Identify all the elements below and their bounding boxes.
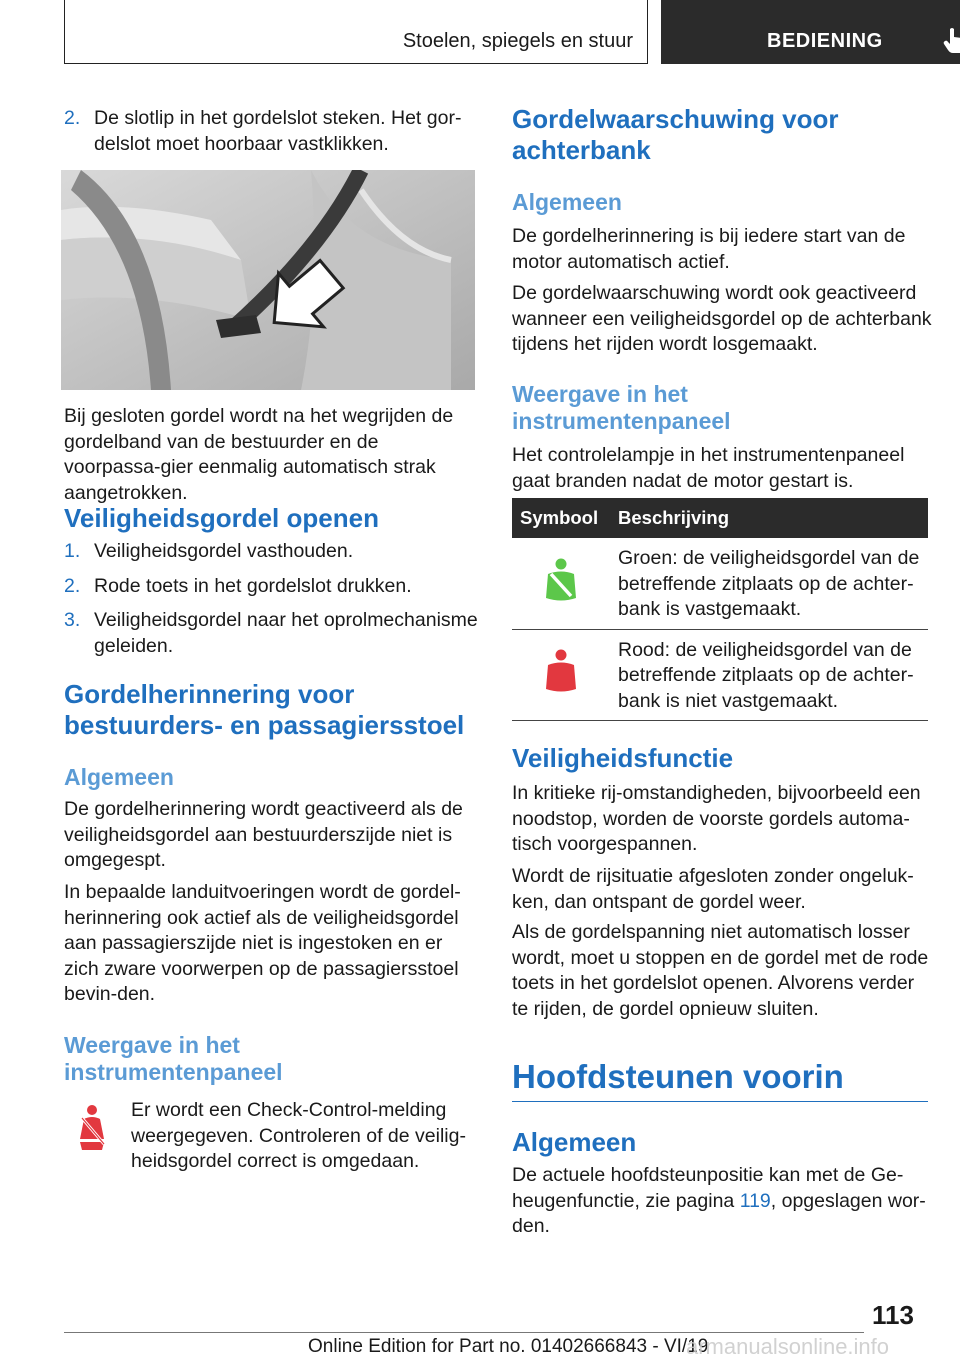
paragraph-text: , opgeslagen wor-den. [512,1189,926,1237]
list-number: 3. [64,609,81,631]
table-row [512,629,928,721]
header-section-tab [64,0,648,64]
section-title: Stoelen, spiegels en stuur [402,30,633,52]
symbol-cell [512,629,610,721]
page-reference-link[interactable]: 119 [739,1189,771,1212]
symbol-cell [512,538,610,629]
edition-note: Online Edition for Part no. 01402666843 - VI/19 [308,1336,709,1357]
chapter-heading: Hoofdsteunen voorin [512,1058,844,1095]
list-number: 2. [64,574,81,597]
paragraph-text: De actuele hoofdsteunpositie kan met de Ge-heugenfunctie, zie pagina [512,1164,904,1212]
list-item [64,608,479,659]
page-number: 113 [872,1300,914,1330]
list-text: Rode toets in het gordelslot drukken. [94,574,412,597]
seatbelt-warning-icon [74,1104,110,1157]
description-cell: Groen: de veiligheidsgordel van de betreffende zitplaats op de achter-bank is vastgemaakt. [610,538,928,629]
subsection-heading: Algemeen [64,764,174,790]
chapter-title: BEDIENING [767,30,883,52]
subsection-heading: Algemeen [512,189,622,215]
red-seat-icon [544,649,578,693]
paragraph: Wordt de rijsituatie afgesloten zonder ongeluk-ken, dan ontspant de gordel weer. [512,865,914,913]
hand-pointer-icon [943,27,960,53]
paragraph: Het controlelampje in het instrumentenpaneel gaat branden nadat de motor gestart is. [512,444,905,492]
header-chapter-tab [661,0,960,64]
paragraph: De gordelwaarschuwing wordt ook geactiveerd wanneer een veiligheidsgordel op de achterbank tijdens het rijden wordt losgemaakt. [512,282,932,355]
paragraph: De gordelherinnering is bij iedere start van de motor automatisch actief. [512,225,906,273]
list-item [64,106,474,157]
section-heading: Gordelherinnering voor bestuurders- en passagiersstoel [64,679,465,740]
green-seatbelt-icon [544,558,578,602]
column-header-symbol: Symbool [512,498,610,538]
section-heading: Veiligheidsfunctie [512,743,734,773]
heading-rule [512,1101,928,1102]
list-text: De slotlip in het gordelslot steken. Het gor-delslot moet hoorbaar vastklikken. [94,107,462,155]
table-header-row [512,498,928,538]
section-heading: Veiligheidsgordel openen [64,503,379,533]
list-text: Veiligheidsgordel vasthouden. [94,540,354,562]
paragraph: Als de gordelspanning niet automatisch losser wordt, moet u stoppen en de gordel met de rode toets in het gordelslot openen. Alvorens verder te rijden, de gordel opnieuw sluiten. [512,921,929,1020]
list-text: Veiligheidsgordel naar het oprolmechanisme geleiden. [94,609,478,657]
paragraph: Bij gesloten gordel wordt na het wegrijden de gordelband van de bestuurder en de voorpassa-gier eenmalig automatisch strak aangetrokken. [64,405,454,504]
list-number: 1. [64,540,81,562]
symbol-table [512,498,928,721]
subsection-heading: Algemeen [512,1127,637,1157]
watermark: armanualsonline.info [686,1334,890,1359]
paragraph: De gordelherinnering wordt geactiveerd als de veiligheidsgordel aan bestuurderszijde niet is omgegespt. [64,798,463,871]
seat-belt-buckle-photo [61,170,475,390]
list-item [64,574,479,600]
description-cell: Rood: de veiligheidsgordel van de betreffende zitplaats op de achter-bank is niet vastgemaakt. [610,629,928,721]
paragraph: Er wordt een Check-Control-melding weergegeven. Controleren of de veilig-heidsgordel correct is omgedaan. [131,1099,466,1172]
footer-rule [64,1332,864,1333]
table-row [512,538,928,629]
subsection-heading: Weergave in het instrumentenpaneel [512,381,731,434]
column-header-description: Beschrijving [610,498,928,538]
steps-list [64,539,479,659]
subsection-heading: Weergave in het instrumentenpaneel [64,1032,283,1085]
paragraph [512,1163,932,1240]
list-item [64,539,479,565]
paragraph: In bepaalde landuitvoeringen wordt de gordel-herinnering ook actief als de veiligheidsgordel aan passagierszijde niet is ingestoken en er zich zware voorwerpen op de passagiersstoel bevin-den. [64,881,461,1005]
list-number: 2. [64,107,81,129]
paragraph: In kritieke rij-omstandigheden, bijvoorbeeld een noodstop, worden de voorste gordels automa-tisch voorgespannen. [512,782,921,855]
section-heading: Gordelwaarschuwing voor achterbank [512,104,839,165]
